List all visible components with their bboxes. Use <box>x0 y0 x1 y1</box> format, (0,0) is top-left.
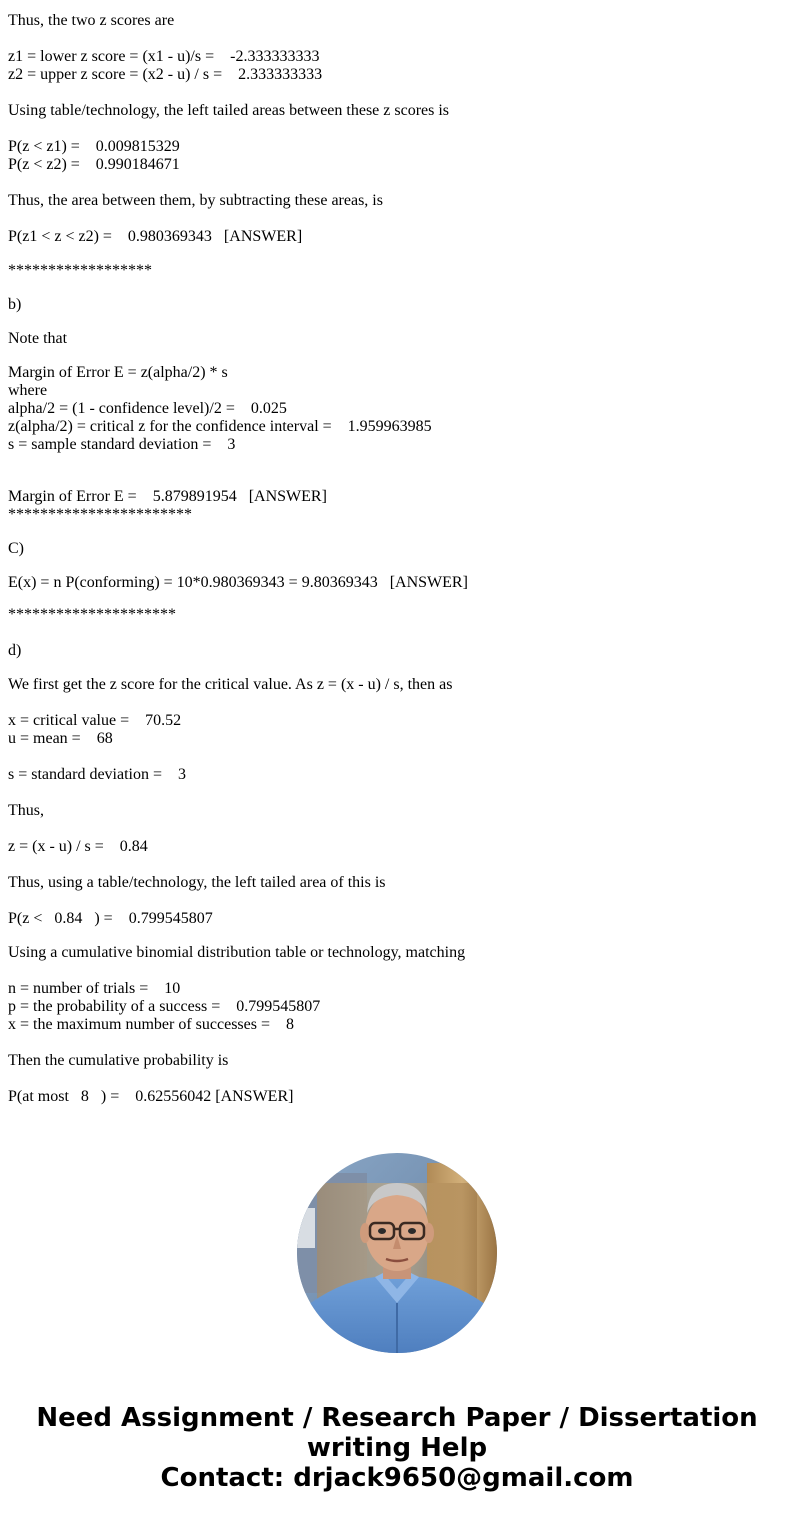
text-line: Margin of Error E = 5.879891954 [ANSWER] <box>8 488 327 505</box>
separator-line: ********************* <box>8 606 176 623</box>
section-label: b) <box>8 296 22 313</box>
text-line: s = sample standard deviation = 3 <box>8 436 236 453</box>
text-line: Note that <box>8 330 68 347</box>
separator-line: ****************** <box>8 262 152 279</box>
section-label: C) <box>8 540 24 557</box>
text-line: Thus, the area between them, by subtracting these areas, is <box>8 192 383 209</box>
text-line: P(z < z1) = 0.009815329 <box>8 138 180 155</box>
text-line: n = number of trials = 10 <box>8 980 181 997</box>
author-portrait-image <box>297 1153 497 1353</box>
text-line: z(alpha/2) = critical z for the confidence interval = 1.959963985 <box>8 418 432 435</box>
author-avatar <box>297 1153 497 1353</box>
banner-line: writing Help <box>306 1433 488 1463</box>
separator-line: *********************** <box>8 506 192 523</box>
text-line: p = the probability of a success = 0.799545807 <box>8 998 321 1015</box>
text-line: We first get the z score for the critical value. As z = (x - u) / s, then as <box>8 676 453 693</box>
text-line: alpha/2 = (1 - confidence level)/2 = 0.025 <box>8 400 287 417</box>
text-line: x = the maximum number of successes = 8 <box>8 1016 294 1033</box>
text-line: Thus, <box>8 802 44 819</box>
text-line: P(z < z2) = 0.990184671 <box>8 156 180 173</box>
text-line: z1 = lower z score = (x1 - u)/s = -2.333333333 <box>8 48 320 65</box>
text-line: Using a cumulative binomial distribution table or technology, matching <box>8 944 466 961</box>
text-line: Thus, the two z scores are <box>8 12 175 29</box>
text-line: P(z < 0.84 ) = 0.799545807 <box>8 910 213 927</box>
text-line: Using table/technology, the left tailed areas between these z scores is <box>8 102 450 119</box>
section-label: d) <box>8 642 22 659</box>
text-line: Margin of Error E = z(alpha/2) * s <box>8 364 228 381</box>
text-line: s = standard deviation = 3 <box>8 766 187 783</box>
text-line: E(x) = n P(conforming) = 10*0.980369343 = 9.80369343 [ANSWER] <box>8 574 468 591</box>
text-line: z2 = upper z score = (x2 - u) / s = 2.333333333 <box>8 66 323 83</box>
text-line: P(z1 < z < z2) = 0.980369343 [ANSWER] <box>8 228 303 245</box>
text-line: z = (x - u) / s = 0.84 <box>8 838 148 855</box>
contact-email: Contact: drjack9650@gmail.com <box>160 1463 634 1493</box>
text-line: P(at most 8 ) = 0.62556042 [ANSWER] <box>8 1088 294 1105</box>
text-line: u = mean = 68 <box>8 730 113 747</box>
text-line: where <box>8 382 48 399</box>
text-line: Then the cumulative probability is <box>8 1052 229 1069</box>
contact-banner <box>0 1403 794 1493</box>
banner-line: Need Assignment / Research Paper / Dissertation <box>36 1403 758 1433</box>
text-line: x = critical value = 70.52 <box>8 712 182 729</box>
text-line: Thus, using a table/technology, the left tailed area of this is <box>8 874 386 891</box>
